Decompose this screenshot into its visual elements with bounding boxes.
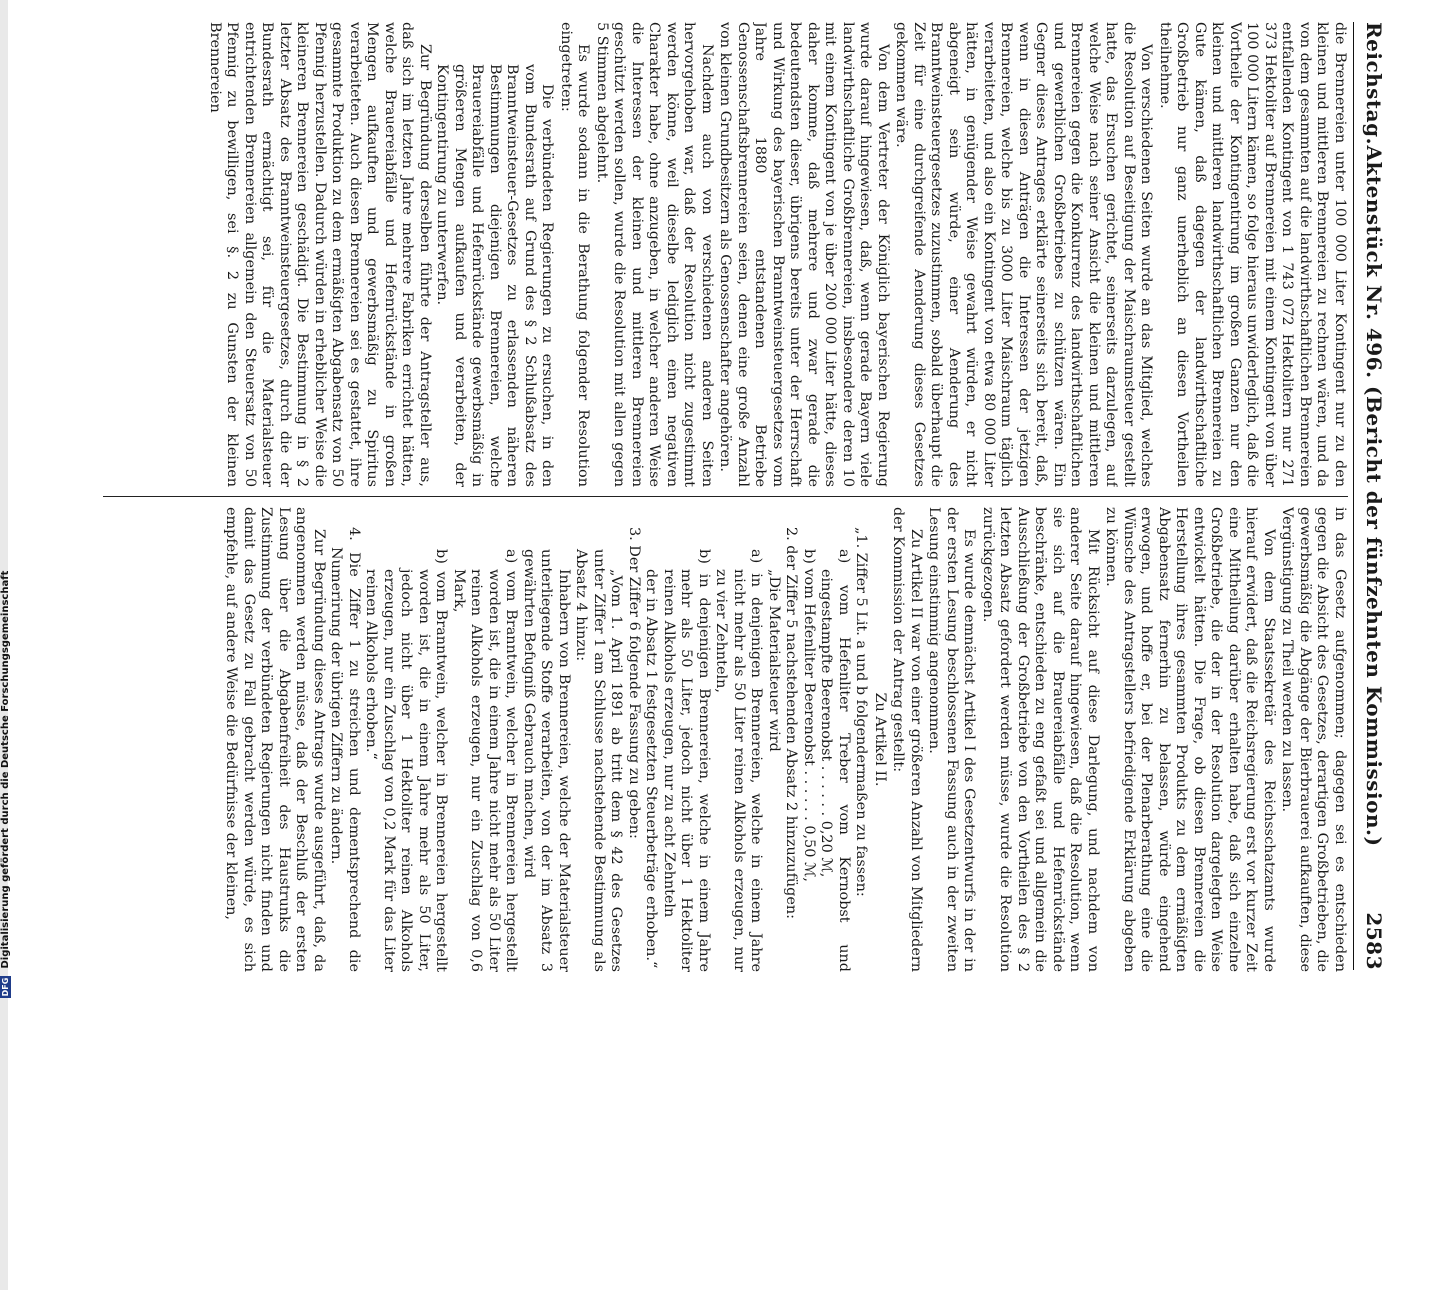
amendment-item-4: 4. Die Ziffer 1 zu streichen und dementsprechend die Numerirung der übrigen Ziffern zu ändern. bbox=[328, 527, 362, 972]
amendment-item-3: 3. Der Ziffer 6 folgende Fassung zu geben: bbox=[626, 527, 642, 839]
amendment-item-2b: b) in denjenigen Brennereien, welche in einem Jahre mehr als 50 Liter, jedoch nicht über 1 Hektoliter reinen Alkohols erzeugen, nur zu acht Zehnteln bbox=[661, 549, 712, 972]
amendment-item-1b: b) vom Hefenliter Beerenobst . . . . . . 0,50 ℳ, bbox=[801, 549, 817, 882]
right-paragraph-4: Es wurde demnächst Artikel I des Gesetzentwurfs in der in der ersten Lesung beschlossenen Fassung auch in der zweiten Lesung einstimmig angenommen. bbox=[926, 507, 978, 972]
resolution-quote: Die verbündeten Regierungen zu ersuchen, in den vom Bundesrath auf Grund des § 2 Schlußabsatz des Branntweinsteuer-Gesetzes zu erlassenden näheren Bestimmungen diejenigen Brennereien, welche Brauereiabfälle und Hefenrückstände gewerbsmäßig in größeren Mengen aufkaufen und verarbeiten, der Kontingentirung zu unterwerfen. bbox=[434, 64, 556, 487]
credit-text: Digitalisierung gefördert durch die Deutsche Forschungsgemeinschaft bbox=[0, 570, 11, 969]
header-page-number: 2583 bbox=[1362, 912, 1386, 970]
digitization-credit bbox=[0, 0, 14, 1000]
rotated-page bbox=[98, 0, 1388, 1000]
amendment-item-2a: a) in denjenigen Brennereien, welche in einem Jahre nicht mehr als 50 Liter reinen Alkohols erzeugen, nur zu vier Zehnteln, bbox=[713, 549, 765, 972]
left-paragraph-3: Von dem Vertreter der Königlich bayerischen Regierung wurde darauf hingewiesen, daß, wenn gerade Bayern viele landwirthschaftliche Großbrennereien, insbesondere deren 10 mit einem Kontingent von je über 200 000 Liter hätte, dieses daher komme, daß mehrere und zwar gerade die bedeutendsten dieser, übrigens bereits unter der Herrschaft und Wirkung des bayerischen Branntweinsteuergesetzes vom Jahre 1880 entstandenen Betriebe Genossenschaftsbrennereien seien, denen eine große Anzahl von kleinen Grundbesitzern als Genossenschafter angehören. bbox=[717, 22, 891, 487]
amendment-item-3-quote: „Vom 1. April 1891 ab tritt dem § 42 des Gesetzes unter Ziffer 1 am Schlusse nachstehende Bestimmung als Absatz 4 hinzu: bbox=[573, 549, 625, 972]
amendment-item-3b: b) vom Branntwein, welcher in Brennereien hergestellt worden ist, die in einem Jahre mehr als 50 Liter, jedoch nicht über 1 Hektoliter reinen Alkohols erzeugen, nur ein Zuschlag von 0,2 Mark für das Liter reinen Alkohols erhoben.“ bbox=[363, 549, 450, 972]
amendment-item-3-quote-2: Inhabern von Brennereien, welche der Materialsteuer unterliegende Stoffe verarbeiten, von der im Absatz 3 gewährten Befugniß Gebrauch machen, wird bbox=[521, 549, 572, 972]
article-heading: Zu Artikel II. bbox=[872, 692, 888, 787]
amendment-item-1: „1. Ziffer 5 Lit. a und b folgendermaßen zu fassen: bbox=[853, 527, 870, 897]
document-page bbox=[98, 0, 1388, 1000]
right-paragraph-5: Zu Artikel II war von einer größeren Anzahl von Mitgliedern der Kommission der Antrag gestellt: bbox=[890, 507, 924, 972]
left-paragraph-1: die Brennereien unter 100 000 Liter Kontingent nur zu den kleinen und mittleren Brennereien zu rechnen wären, und da von dem gesammten auf die landwirthschaftlichen Brennereien entfallenden Kontingent von 1 743 072 Hektolitern nur 271 373 Hektoliter auf Brennereien mit einem Kontingent von über 100 000 Litern kämen, so folge hieraus unwiderleglich, daß die Vortheile der Kontingentirung im großen Ganzen nur den kleinen und mittleren landwirthschaftlichen Brennereien zu Gute kämen, daß dagegen der landwirthschaftliche Großbetrieb nur ganz unerheblich an diesen Vortheilen theilnehme. bbox=[1157, 22, 1348, 487]
amendment-item-2-end: der in Absatz 1 festgesetzten Steuerbeträge erhoben.“ bbox=[643, 569, 660, 969]
amendment-item-2: 2. der Ziffer 5 nachstehenden Absatz 2 hinzuzufügen: bbox=[783, 527, 800, 920]
left-paragraph-4: Nachdem auch von verschiedenen anderen Seiten hervorgehoben war, daß der Resolution nicht zugestimmt werden könne, weil dieselbe lediglich einen negativen Charakter habe, ohne anzugeben, in welcher anderen Weise die Interessen der kleinen und mittleren Brennereien geschützt werden sollen, wurde die Resolution mit allen gegen 5 Stimmen abgelehnt. bbox=[594, 22, 715, 487]
left-column bbox=[103, 22, 1348, 487]
page-header bbox=[1353, 22, 1388, 970]
credit-strip bbox=[0, 0, 14, 1000]
left-paragraph-5: Es wurde sodann in die Berathung folgender Resolution eingetreten: bbox=[558, 22, 592, 487]
amendment-item-3a: a) vom Branntwein, welcher in Brennereien hergestellt worden ist, die in einem Jahre nicht mehr als 50 Liter reinen Alkohols erzeugen, nur ein Zuschlag von 0,6 Mark, bbox=[451, 549, 520, 972]
left-paragraph-6: Zur Begründung derselben führte der Antragsteller aus, daß sich im letzten Jahre mehrere Fabriken errichtet hätten, welche Brauereiabfälle und Hefenrückstände in großen Mengen aufkauften und gewerbsmäßig zu Spiritus verarbeiteten. Auch diesen Brennereien sei es gestattet, ihre gesammte Produktion zu dem ermäßigten Abgabensatz von 50 Pfennig herzustellen. Dadurch würden in erheblicher Weise die kleineren Brennereien geschädigt. Die Bestimmung in § 2 letzter Absatz des Branntweinsteuergesetzes, durch die der Bundesrath ermächtigt sei, für die Materialsteuer entrichtenden Brennereien allgemein den Steuersatz von 50 Pfennig zu bewilligen, sei §. 2 zu Gunsten der kleinen Brennereien bbox=[207, 22, 433, 487]
right-paragraph-7: Zur Begründung dieses Antrags wurde ausgeführt, daß, da angenommen werden müsse, daß der Beschluß der ersten Lesung über die Abgabenfreiheit des Haustrunks die Zustimmung der verbündeten Regierungen nicht finden und damit das Gesetz zu Fall gebracht werden würde, es sich empfehle, auf andere Weise die Bedürfnisse der kleinen, bbox=[223, 507, 327, 972]
right-paragraph-1: in das Gesetz aufgenommen; dagegen sei es entschieden gegen die Absicht des Gesetzes, derartigen Großbetrieben, die gewerbsmäßig die Abgänge der Bierbrauerei aufkauften, diese Vergünstigung zu Theil werden zu lassen. bbox=[1279, 507, 1348, 972]
amendment-item-2-quote: „Die Materialsteuer wird bbox=[766, 569, 782, 752]
dfg-logo: DFG bbox=[1, 977, 10, 997]
header-publication: Reichstag. bbox=[1362, 22, 1386, 146]
left-paragraph-2: Von verschiedenen Seiten wurde an das Mitglied, welches die Resolution auf Beseitigung der Maischraumsteuer gestellt hatte, das Ersuchen gerichtet, seinerseits darzulegen, auf welche Weise nach seiner Ansicht die kleinen und mittleren Brennereien gegen die Konkurrenz des landwirthschaftlichen und gewerblichen Großbetriebes zu schützen wären. Ein Gegner dieses Antrages erklärte seinerseits sich bereit, daß, wenn in diesen Anträgen die Interessen der jetzigen Brennereien, welche bis zu 3000 Liter Maischraum täglich verarbeiteten, und also ein Kontingent von etwa 80 000 Liter hätten, in genügender Weise gewahrt würden, er nicht abgeneigt sein würde, einer Aenderung des Branntweinsteuergesetzes zuzustimmen, sobald überhaupt die Zeit für eine durchgreifende Aenderung dieses Gesetzes gekommen wäre. bbox=[893, 22, 1155, 487]
column-divider bbox=[103, 496, 1348, 497]
right-paragraph-3: Mit Rücksicht auf diese Darlegung, und nachdem von anderer Seite darauf hingewiesen, daß die Resolution, wenn sie sich auf die Brauereiabfälle und Hefenrückstände beschränke, entschieden zu eng gefaßt sei und allgemein die Ausschließung der Großbetriebe von den Vortheilen des § 2 letzten Absatz gefordert werden müsse, wurde die Resolution zurückgezogen. bbox=[980, 507, 1101, 972]
right-paragraph-2: Von dem Staatssekretär des Reichsschatzamts wurde hierauf erwidert, daß die Reichsregierung erst vor kurzer Zeit eine Mittheilung darüber erhalten habe, daß sich einzelne Großbetriebe, die der in der Resolution dargelegten Weise entwickelt hätten. Die Frage, ob diesen Brennereien die Herstellung ihres gesammten Produkts zu dem ermäßigten Abgabensatz fernerhin zu belassen, würde eingehend erwogen, und hoffe er, bei der Plenarberathung eine die Wünsche des Antragstellers befriedigende Erklärung abgeben zu können. bbox=[1103, 507, 1277, 972]
amendment-item-1a: a) vom Hefenliter Treber vom Kernobst und eingestampfte Beerenobst . . . . . . 0,20 ℳ, bbox=[818, 549, 852, 972]
header-title: Aktenstück Nr. 496. (Bericht der fünfzehnten Kommission.) bbox=[1362, 145, 1386, 847]
right-column bbox=[103, 507, 1348, 972]
